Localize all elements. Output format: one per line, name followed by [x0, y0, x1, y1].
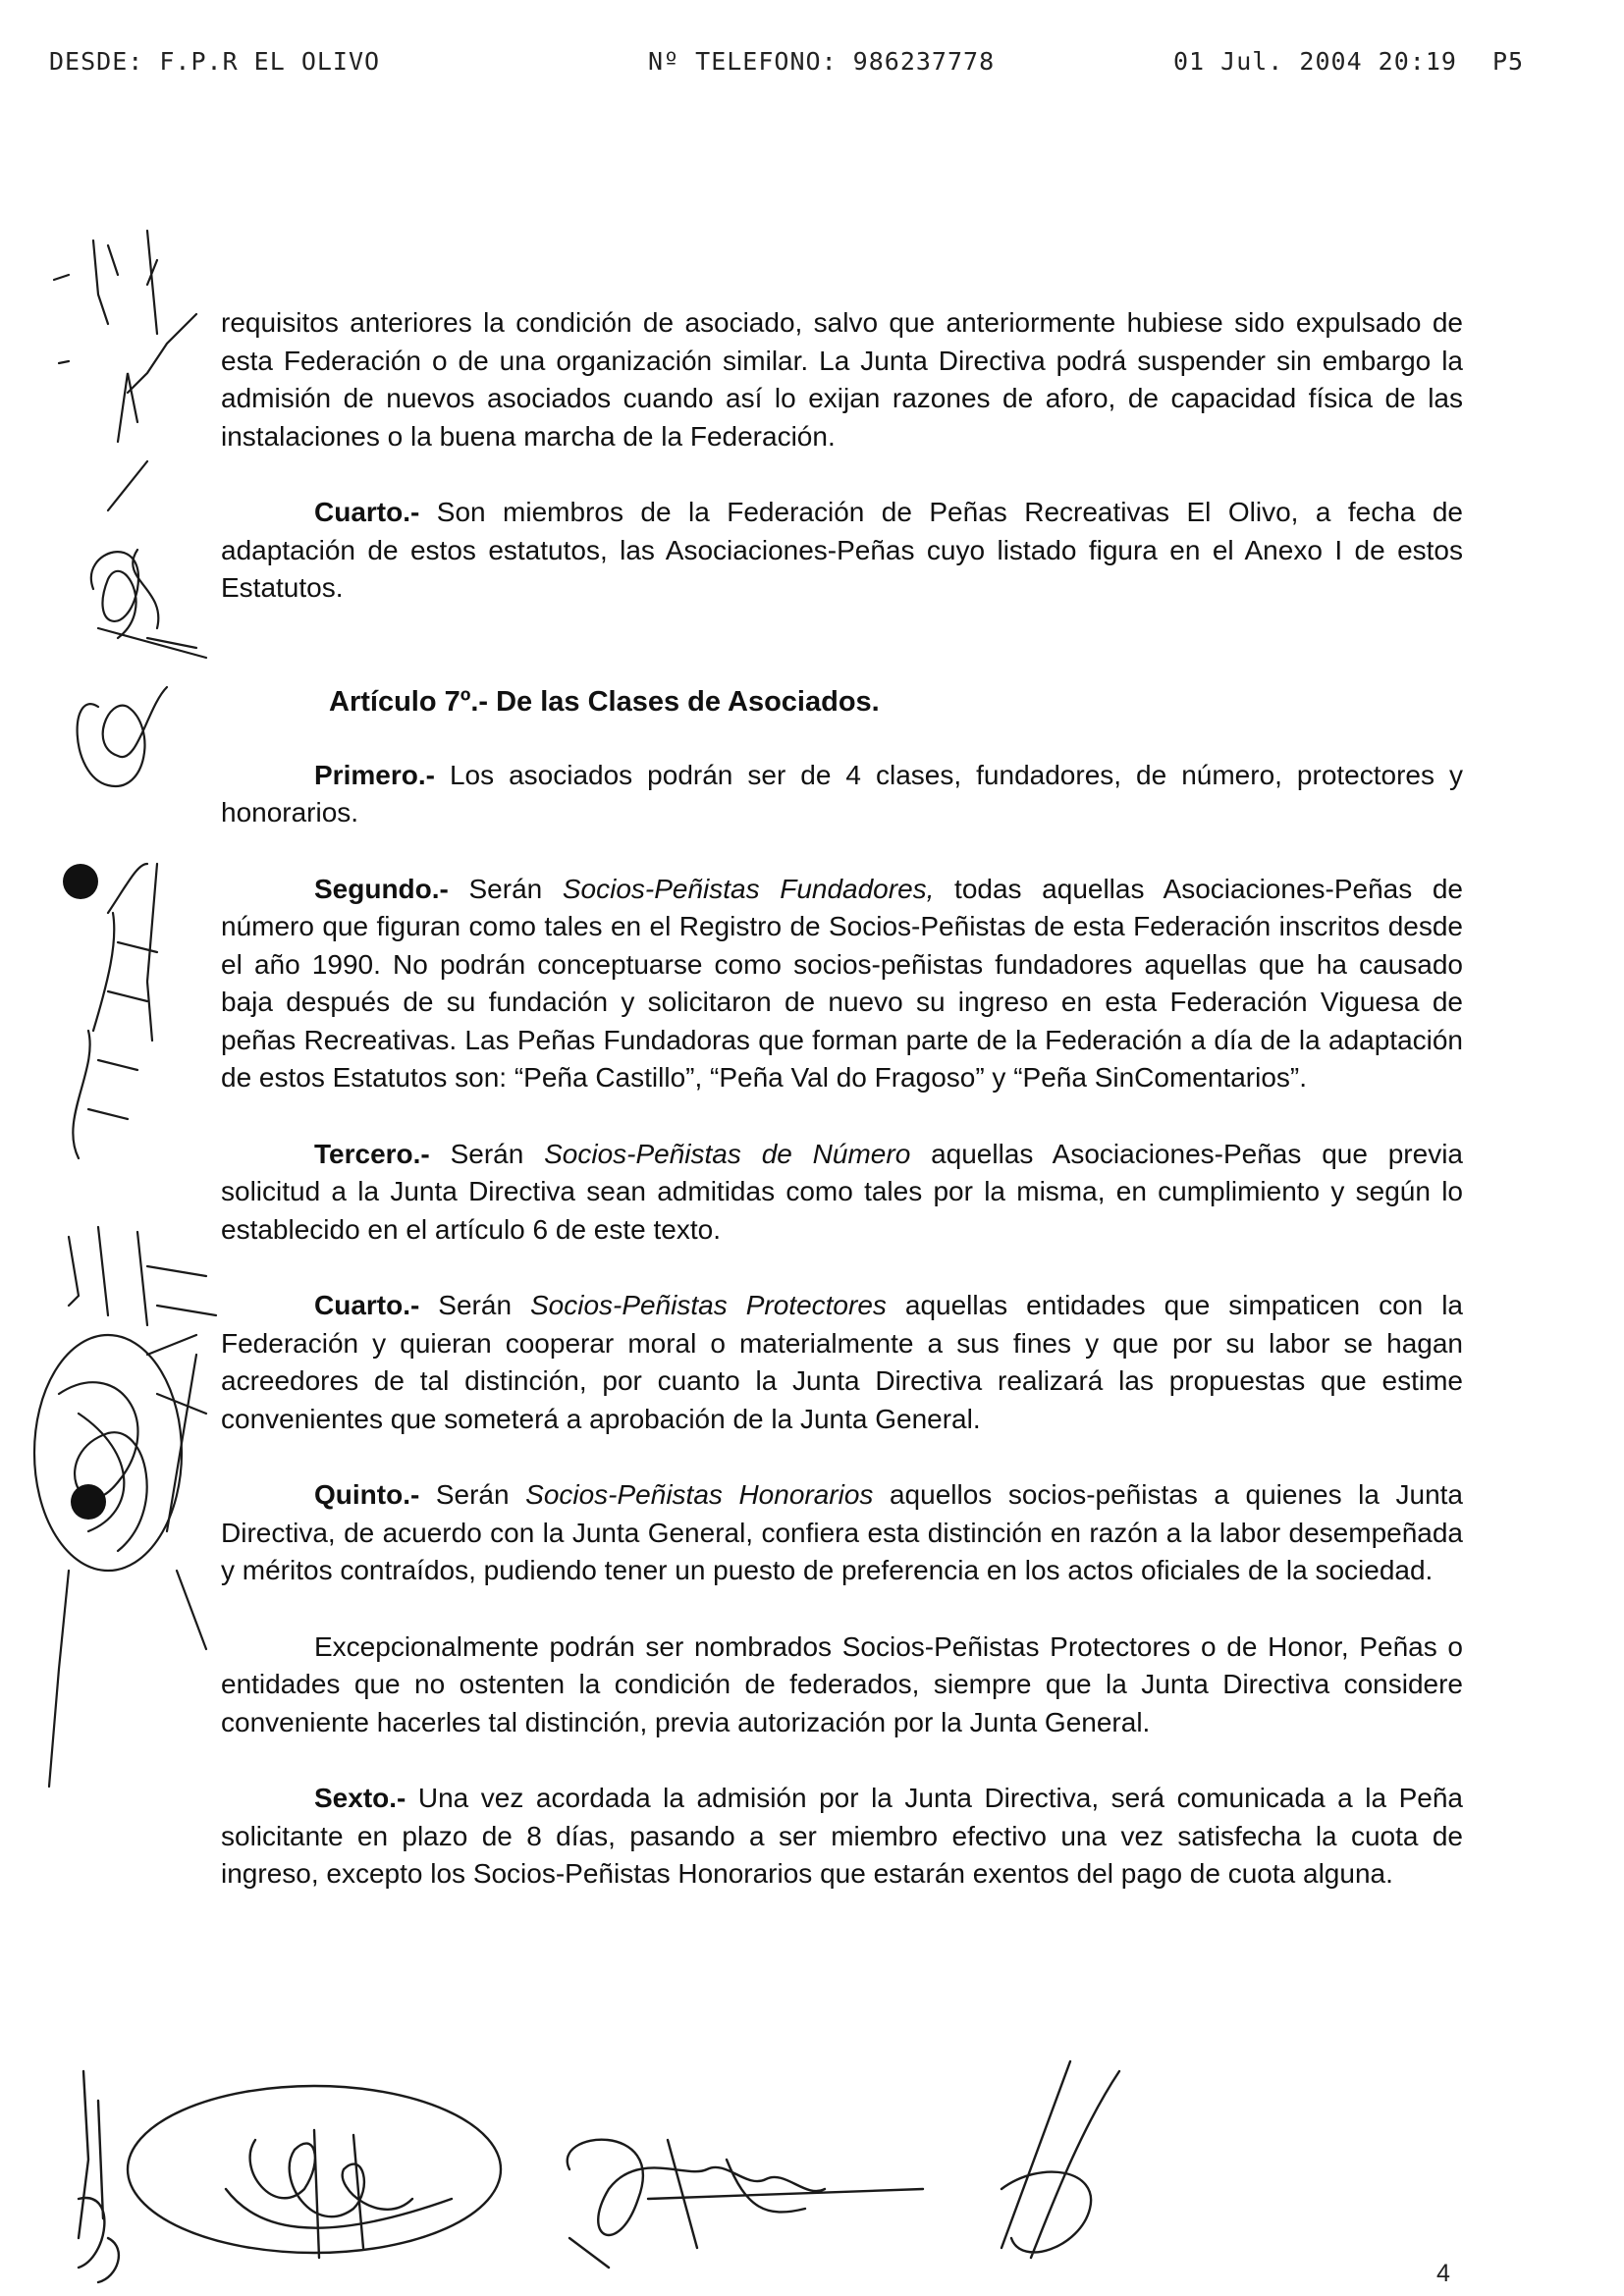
label-segundo: Segundo.- — [314, 873, 449, 904]
page-number: 4 — [1436, 2260, 1450, 2287]
margin-initials-middle — [69, 1227, 216, 1325]
text-tercero-b: aquellas Asociaciones-Peñas que previa solicitud a la Junta Directiva sean admitidas como tales por la misma, en cumplimiento y según lo establecido en el artículo 6 de este texto. — [221, 1138, 1463, 1245]
paragraph-primero — [221, 757, 1463, 832]
term-protectores: Socios-Peñistas Protectores — [530, 1290, 887, 1320]
text-tercero-a: Serán — [429, 1138, 545, 1169]
fax-header — [49, 47, 1542, 86]
signature-1 — [250, 2130, 412, 2258]
fax-sender: DESDE: F.P.R EL OLIVO — [49, 47, 381, 76]
label-tercero: Tercero.- — [314, 1138, 430, 1169]
label-sexto: Sexto.- — [314, 1783, 406, 1813]
paragraph-sexto — [221, 1780, 1463, 1894]
signature-3 — [1001, 2061, 1119, 2258]
margin-signature-scribble-1 — [91, 552, 196, 648]
label-cuarto-2: Cuarto.- — [314, 1290, 420, 1320]
label-primero: Primero.- — [314, 759, 435, 790]
term-fundadores: Socios-Peñistas Fundadores, — [562, 873, 935, 904]
text-primero: Los asociados podrán ser de 4 clases, fundadores, de número, protectores y honorarios. — [221, 759, 1463, 828]
signature-initials-left — [79, 2071, 119, 2282]
bottom-signatures-graphic — [59, 2042, 1237, 2296]
label-quinto: Quinto.- — [314, 1479, 420, 1510]
text-quinto-a: Serán — [419, 1479, 526, 1510]
fax-datetime: 01 Jul. 2004 20:19 — [1173, 47, 1457, 76]
text-cuarto2-b: aquellas entidades que simpaticen con la Federación y quieran cooperar moral o materialmente a sus fines y que por su labor se hagan acreedores de tal distinción, por cuanto la Junta Directiva realizará las propuestas que estime convenientes que someterá a aprobación de la Junta General. — [221, 1290, 1463, 1434]
paragraph-quinto — [221, 1476, 1463, 1590]
fax-page: P5 — [1492, 47, 1525, 76]
punch-hole-1 — [63, 864, 98, 899]
text-cuarto2-a: Serán — [419, 1290, 530, 1320]
margin-signature-scribble-2 — [78, 687, 167, 786]
document-body — [221, 304, 1463, 1894]
margin-signature-circle — [34, 1335, 182, 1571]
margin-initials-top — [93, 231, 157, 334]
text-sexto: Una vez acordada la admisión por la Junta Directiva, será comunicada a la Peña solicitante en plazo de 8 días, pasando a ser miembro efectivo una vez satisfecha la cuota de ingreso, excepto los Socios-Peñistas Honorarios que estarán exentos del pago de cuota alguna. — [221, 1783, 1463, 1889]
term-honorarios: Socios-Peñistas Honorarios — [525, 1479, 874, 1510]
paragraph-segundo — [221, 871, 1463, 1097]
margin-signature-name — [73, 864, 147, 1158]
fax-phone: Nº TELEFONO: 986237778 — [648, 47, 996, 76]
text-segundo-a: Serán — [448, 873, 563, 904]
paragraph-cuarto-members — [221, 494, 1463, 608]
punch-hole-2 — [71, 1484, 106, 1520]
text-quinto-b: aquellos socios-peñistas a quienes la Junta Directiva, de acuerdo con la Junta General, confiera esta distinción en razón a la labor desempeñada y méritos contraídos, pudiendo tener un puesto de preferencia en los actos oficiales de la sociedad. — [221, 1479, 1463, 1585]
paragraph-cuarto-protectores — [221, 1287, 1463, 1438]
paragraph-excepcional: Excepcionalmente podrán ser nombrados Socios-Peñistas Protectores o de Honor, Peñas o entidades que no ostenten la condición de federados, siempre que la Junta Directiva considere conveniente hacerles tal distinción, previa autorización por la Junta General. — [221, 1630, 1463, 1737]
margin-signatures-graphic — [0, 0, 255, 2296]
paragraph-intro: requisitos anteriores la condición de asociado, salvo que anteriormente hubiese sido expulsado de esta Federación o de una organización similar. La Junta Directiva podrá suspender sin embargo la admisión de nuevos asociados cuando así lo exijan razones de aforo, de capacidad física de las instalaciones o la buena marcha de la Federación. — [221, 307, 1463, 452]
text-segundo-b: todas aquellas Asociaciones-Peñas de número que figuran como tales en el Registro de Socios-Peñistas de esta Federación inscritos desde el año 1990. No podrán conceptuarse como socios-peñistas fundadores aquellas que ha causado baja después de su fundación y solicitaron de nuevo su ingreso en esta Federación Viguesa de peñas Recreativas. Las Peñas Fundadoras que forman parte de la Federación a día de la adaptación de estos Estatutos son: “Peña Castillo”, “Peña Val do Fragoso” y “Peña SinComentarios”. — [221, 873, 1464, 1093]
paragraph-tercero — [221, 1136, 1463, 1250]
signature-2 — [568, 2140, 923, 2268]
article-7-title: Artículo 7º.- De las Clases de Asociados. — [329, 685, 880, 718]
term-numero: Socios-Peñistas de Número — [544, 1138, 911, 1169]
text-cuarto: Son miembros de la Federación de Peñas Recreativas El Olivo, a fecha de adaptación de estos estatutos, las Asociaciones-Peñas cuyo listado figura en el Anexo I de estos Estatutos. — [221, 497, 1463, 603]
label-cuarto: Cuarto.- — [314, 497, 420, 527]
